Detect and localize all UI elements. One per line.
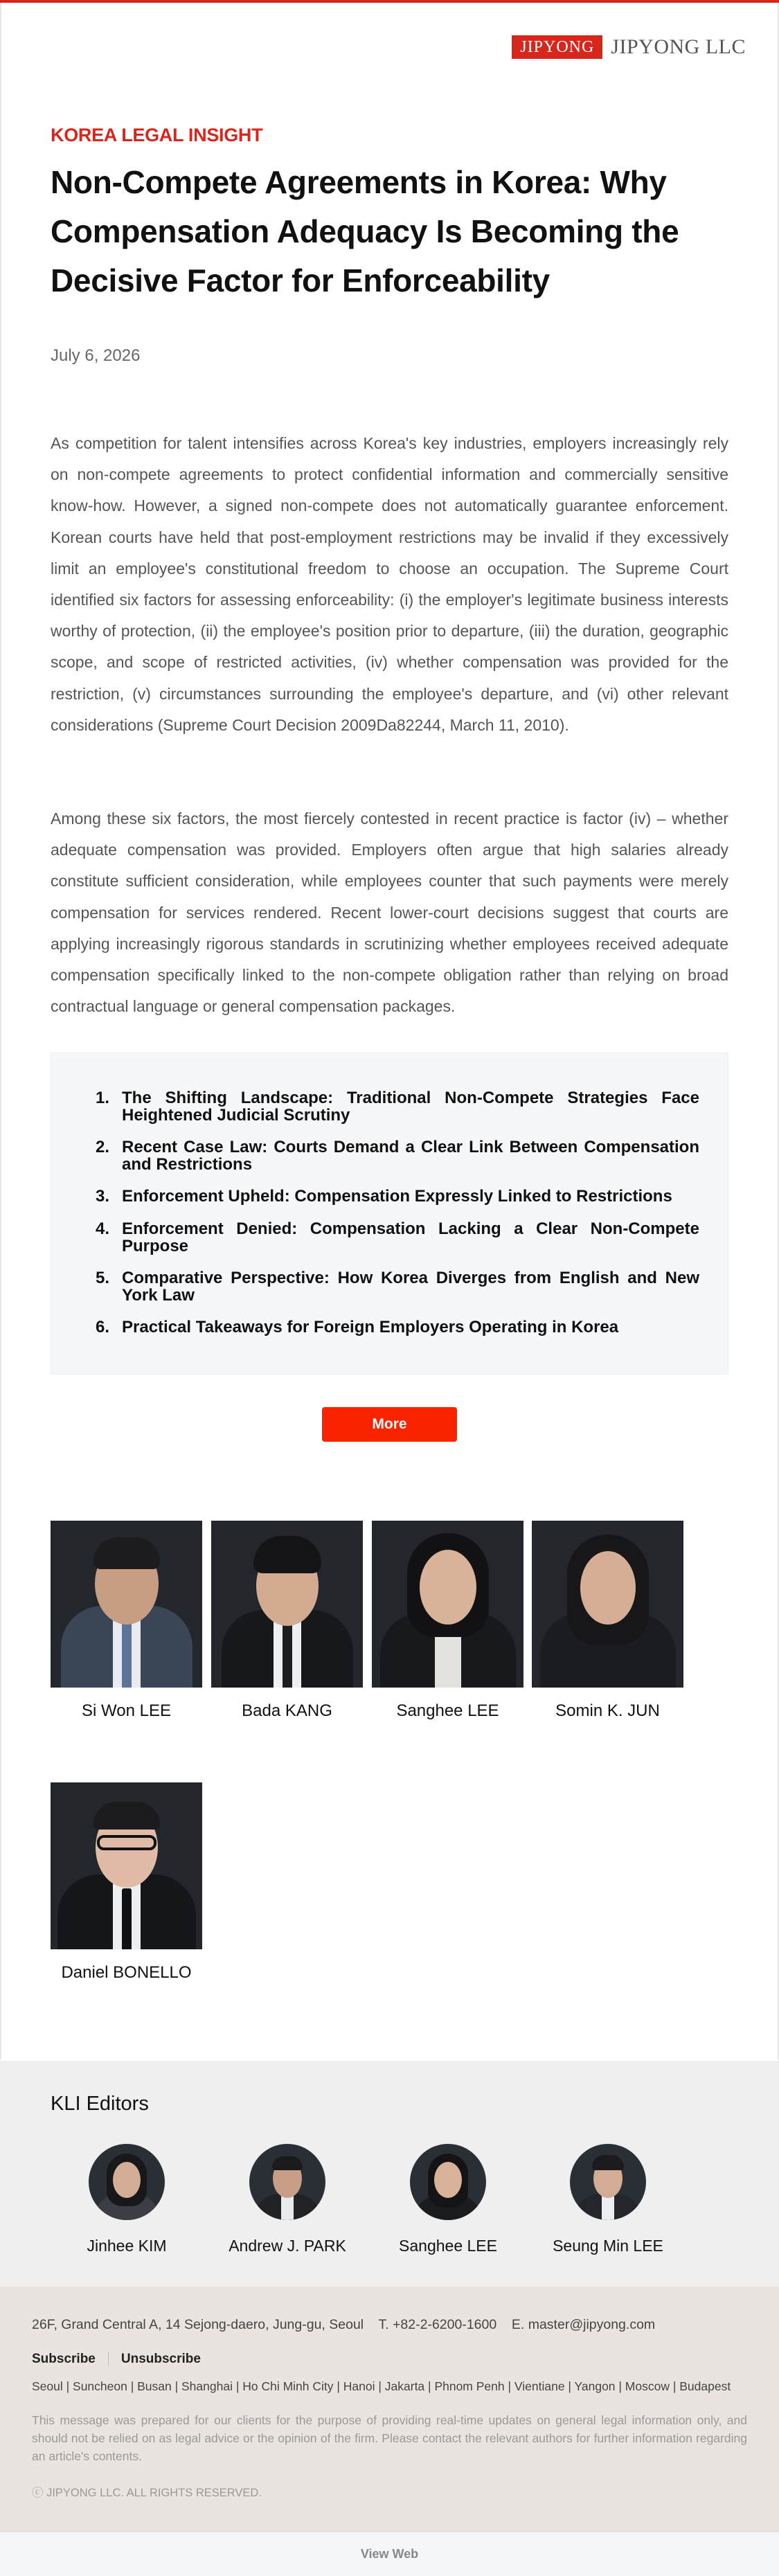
- editors-title: KLI Editors: [51, 2093, 149, 2115]
- toc-item[interactable]: [90, 1188, 699, 1206]
- author-name: Si Won LEE: [82, 1701, 171, 1720]
- toc-number: 2.: [95, 1138, 109, 1156]
- toc-number: 5.: [95, 1269, 109, 1287]
- toc-number: 1.: [95, 1089, 109, 1107]
- author-name: Somin K. JUN: [555, 1701, 660, 1720]
- copyright: ⓒ JIPYONG LLC. ALL RIGHTS RESERVED.: [32, 2487, 262, 2499]
- more-button[interactable]: More: [322, 1407, 457, 1442]
- toc-number: 3.: [95, 1187, 109, 1206]
- editor-photo: [89, 2144, 165, 2220]
- article-paragraph: As competition for talent intensifies across Korea's key industries, employers increasingly rely on non-compete agreements to protect confidential information and commercially sensitive know-how. However, a signed non-compete does not automatically guarantee enforcement. Korean courts have held that post-employment restrictions may be invalid if they excessively limit an employee's constitutional freedom to choose an occupation. The Supreme Court identified six factors for assessing enforceability: (i) the employer's legitimate business interests worthy of protection, (ii) the employee's position prior to departure, (iii) the duration, geographic scope, and scope of restricted activities, (iv) whether compensation was provided for the restriction, (v) circumstances surrounding the employee's departure, and (vi) other relevant considerations (Supreme Court Decision 2009Da82244, March 11, 2010).: [51, 434, 728, 734]
- author-card[interactable]: [51, 1782, 202, 1983]
- editor-card[interactable]: [51, 2144, 203, 2255]
- editors-section: [0, 2061, 779, 2287]
- author-name: Bada KANG: [242, 1701, 332, 1720]
- subscription-links: [32, 2352, 213, 2367]
- article-date: July 6, 2026: [51, 346, 141, 365]
- author-card[interactable]: [532, 1521, 683, 1721]
- table-of-contents: [51, 1053, 728, 1375]
- disclaimer: This message was prepared for our clients for the purpose of providing real-time updates on general legal information only, and should not be relied on as legal advice or the opinion of the firm. Please contact the relevant authors for further information regarding an article's contents.: [32, 2413, 747, 2463]
- editor-photo: [410, 2144, 486, 2220]
- editor-photo: [249, 2144, 325, 2220]
- editor-card[interactable]: [211, 2144, 364, 2255]
- author-photo: [211, 1521, 363, 1688]
- author-photo: [51, 1521, 202, 1688]
- footer-address: 26F, Grand Central A, 14 Sejong-daero, Jung-gu, Seoul T. +82-2-6200-1600 E. master@jipyong.com: [32, 2317, 656, 2332]
- article-paragraph: Among these six factors, the most fiercely contested in recent practice is factor (iv) – whether adequate compensation was provided. Employers often argue that high salaries already constitute sufficient consideration, while employees counter that such payments were merely compensation for services rendered. Recent lower-court decisions suggest that courts are applying increasingly rigorous standards in scrutinizing whether employees received adequate compensation specifically linked to the non-compete obligation rather than relying on broad contractual language or general compensation packages.: [51, 810, 728, 1016]
- toc-text: Comparative Perspective: How Korea Diverges from English and New York Law: [122, 1269, 699, 1305]
- editor-photo: [570, 2144, 646, 2220]
- content-frame: [0, 3, 779, 2059]
- editor-name: Sanghee LEE: [399, 2237, 497, 2255]
- author-card[interactable]: [51, 1521, 202, 1721]
- toc-text: Recent Case Law: Courts Demand a Clear Link Between Compensation and Restrictions: [122, 1138, 699, 1174]
- toc-item[interactable]: [90, 1138, 699, 1173]
- logo-wordmark: JIPYONG LLC: [611, 35, 746, 58]
- footer: [0, 2287, 779, 2532]
- subscribe-link[interactable]: Subscribe: [32, 2352, 96, 2366]
- office-locations: Seoul | Suncheon | Busan | Shanghai | Ho Chi Minh City | Hanoi | Jakarta | Phnom Penh | Vientiane | Yangon | Moscow | Budapest: [32, 2379, 731, 2393]
- toc-item[interactable]: [90, 1269, 699, 1304]
- author-card[interactable]: [211, 1521, 363, 1721]
- divider: [108, 2352, 109, 2365]
- editor-name: Jinhee KIM: [87, 2237, 167, 2255]
- firm-logo[interactable]: [512, 33, 746, 61]
- author-photo: [532, 1521, 683, 1688]
- author-card[interactable]: [372, 1521, 523, 1721]
- editor-card[interactable]: [532, 2144, 684, 2255]
- author-photo: [372, 1521, 523, 1688]
- author-name: Sanghee LEE: [396, 1701, 499, 1720]
- toc-text: Enforcement Denied: Compensation Lacking a Clear Non-Compete Purpose: [122, 1219, 699, 1255]
- editor-card[interactable]: [372, 2144, 524, 2255]
- toc-list: [90, 1089, 699, 1336]
- toc-number: 4.: [95, 1219, 109, 1238]
- newsletter-kicker: KOREA LEGAL INSIGHT: [51, 125, 263, 145]
- article-title: Non-Compete Agreements in Korea: Why Compensation Adequacy Is Becoming the Decisive Factor for Enforceability: [51, 164, 679, 298]
- toc-text: The Shifting Landscape: Traditional Non-Compete Strategies Face Heightened Judicial Scrutiny: [122, 1089, 699, 1125]
- author-name: Daniel BONELLO: [61, 1963, 192, 1982]
- view-web-link[interactable]: View Web: [0, 2532, 779, 2576]
- editor-name: Seung Min LEE: [553, 2237, 663, 2255]
- logo-mark: JIPYONG: [512, 35, 602, 59]
- toc-item[interactable]: [90, 1318, 699, 1336]
- toc-item[interactable]: [90, 1089, 699, 1124]
- editor-name: Andrew J. PARK: [229, 2237, 346, 2255]
- toc-text: Practical Takeaways for Foreign Employers Operating in Korea: [122, 1318, 619, 1336]
- author-photo: [51, 1782, 202, 1949]
- unsubscribe-link[interactable]: Unsubscribe: [120, 2352, 201, 2366]
- toc-item[interactable]: [90, 1220, 699, 1255]
- toc-number: 6.: [95, 1318, 109, 1336]
- toc-text: Enforcement Upheld: Compensation Expressly Linked to Restrictions: [122, 1187, 672, 1206]
